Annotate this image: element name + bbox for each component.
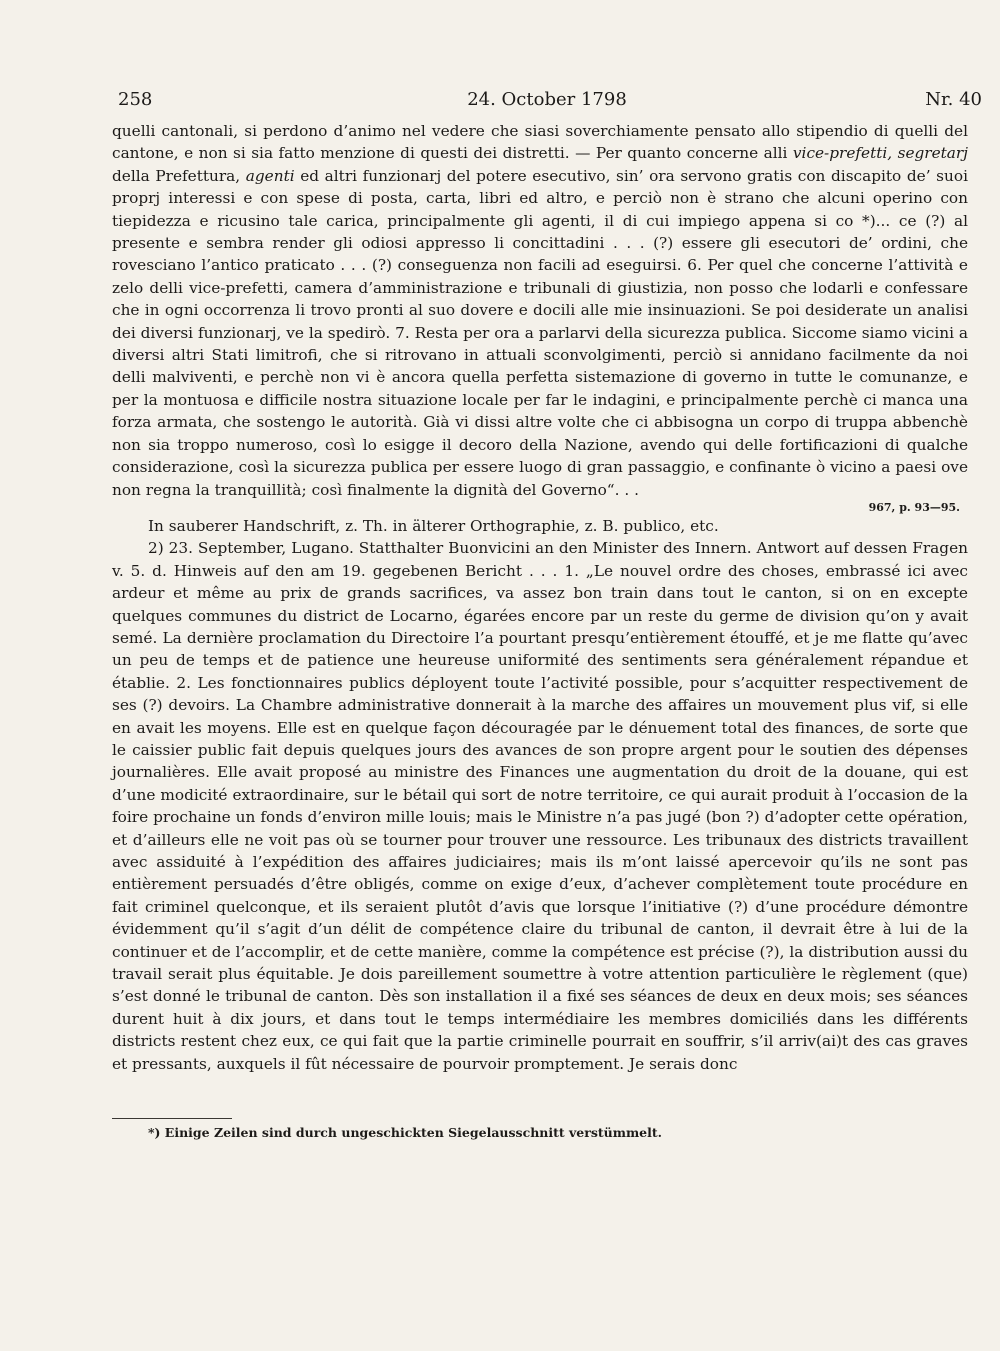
paragraph-1-italic-vice-prefetti: vice-prefetti, segretarj: [792, 144, 968, 163]
body-text: [112, 120, 968, 1075]
paragraph-1-text-a: quelli cantonali, si perdono d’animo nel vedere che siasi soverchiamente pensato allo stipendio di quelli del cantone, e non si sia fatto menzione di questi dei distretti. — Per quanto concerne alli: [112, 122, 968, 163]
page-number: 258: [118, 89, 153, 110]
footnote-divider: [112, 1118, 232, 1119]
paragraph-continuation: [112, 120, 968, 501]
header-date: 24. October 1798: [467, 89, 627, 110]
paragraph-1-italic-agenti: agenti: [245, 166, 295, 185]
footnote: *) Einige Zeilen sind durch ungeschickten Siegelausschnitt verstümmelt.: [148, 1125, 663, 1140]
source-reference: 967, p. 93—95.: [868, 500, 960, 514]
document-number: Nr. 40: [925, 89, 982, 110]
paragraph-2: 2) 23. September, Lugano. Statthalter Buonvicini an den Minister des Innern. Antwort auf dessen Fragen v. 5. d. Hinweis auf den am 19. gegebenen Bericht . . . 1. „Le nouvel ordre des choses, embrassé ici avec ardeur et même au prix de grands sacrifices, va assez bon train dans tout le canton, si on en excepte quelques communes du district de Locarno, égarées encore par un reste du germe de division qu’on y avait semé. La dernière proclamation du Directoire l’a pourtant presqu’entièrement étouffé, et je me flatte qu’avec un peu de temps et de patience une heureuse uniformité des sentiments sera généralement répandue et établie. 2. Les fonctionnaires publics déployent toute l’activité possible, pour s’acquitter respectivement de ses (?) devoirs. La Chambre administrative donnerait à la marche des affaires un mouvement plus vif, si elle en avait les moyens. Elle est en quelque façon découragée par le dénuement total des finances, de sorte que le caissier public fait depuis quelques jours des avances de son propre argent pour le soutien des dépenses journalières. Elle avait proposé au ministre des Finances une augmentation du droit de la douane, qui est d’une modicité extraordinaire, sur le bétail qui sort de notre territoire, ce qui aurait produit à l’occasion de la foire prochaine un fonds d’environ mille louis; mais le Ministre n’a pas jugé (bon ?) d’adopter cette opération, et d’ailleurs elle ne voit pas où se tourner pour trouver une ressource. Les tribunaux des districts travaillent avec assiduité à l’expédition des affaires judiciaires; mais ils m’ont laissé apercevoir qu’ils ne sont pas entièrement persuadés d’être obligés, comme on exige d’eux, d’achever complètement toute procédure en fait criminel quelconque, et ils seraient plutôt d’avis que lorsque l’initiative (?) d’une procédure démontre évidemment qu’il s’agit d’un délit de compétence claire du tribunal de canton, il devrait être à lui de la continuer et de l’accomplir, et de cette manière, comme la compétence est précise (?), la distribution aussi du travail serait plus équitable. Je dois pareillement soumettre à votre attention particulière le règlement (que) s’est donné le tribunal de canton. Dès son installation il a fixé ses séances de deux en deux mois; ses séances durent huit à dix jours, et dans tout le temps intermédiaire les membres domiciliés dans les différents districts restent chez eux, ce qui fait que la partie criminelle pourrait en souffrir, s’il arriv(ai)t des cas graves et pressants, auxquels il fût nécessaire de pourvoir promptement. Je serais donc: [112, 539, 968, 1073]
paragraph-1-text-b: della Prefettura,: [112, 166, 246, 185]
editorial-note: In sauberer Handschrift, z. Th. in älterer Orthographie, z. B. publico, etc.: [148, 516, 719, 535]
paragraph-1-text-c: ed altri funzionarj del potere esecutivo, sin’ ora servono gratis con discapito de’ suoi proprj interessi e con spese di posta, carta, libri ed altro, e perciò non è strano che alcuni operino con tiepidezza e ricusino tale carica, principalmente gli agenti, il di cui impiego appena si co *)... ce (?) al presente e sembra render gli odiosi appresso li concittadini . . . (?) essere gli esecutori de’ ordini, che rovesciano l’antico praticato . . . (?) conseguenza non facili ad eseguirsi. 6. Per quel che concerne l’attività e zelo delli vice-prefetti, camera d’amministrazione e tribunali di giustizia, non posso che lodarli e confessare che in ogni occorrenza li trovo pronti al suo dovere e docili alle mie insinuazioni. Se poi desiderate un analisi dei diversi funzionarj, ve la spedirò. 7. Resta per ora a parlarvi della sicurezza publica. Siccome siamo vicini a diversi altri Stati limitrofi, che si ritrovano in attuali sconvolgimenti, perciò si annidano facilmente da noi delli malviventi, e perchè non vi è ancora quella perfetta sistemazione di governo in tutte le comunanze, e per la montuosa e difficile nostra situazione locale per far le indagini, e principalmente perchè ci manca una forza armata, che sostengo le autorità. Già vi dissi altre volte che ci abbisogna un corpo di truppa abbenchè non sia troppo numeroso, così lo esigge il decoro della Nazione, avendo qui delle fortificazioni di qualche considerazione, così la sicurezza publica per essere luogo di gran passaggio, e confinante ò vicino a paesi ove non regna la tranquillità; così finalmente la dignità del Governo“. . .: [112, 166, 968, 499]
page-header: [112, 86, 982, 114]
